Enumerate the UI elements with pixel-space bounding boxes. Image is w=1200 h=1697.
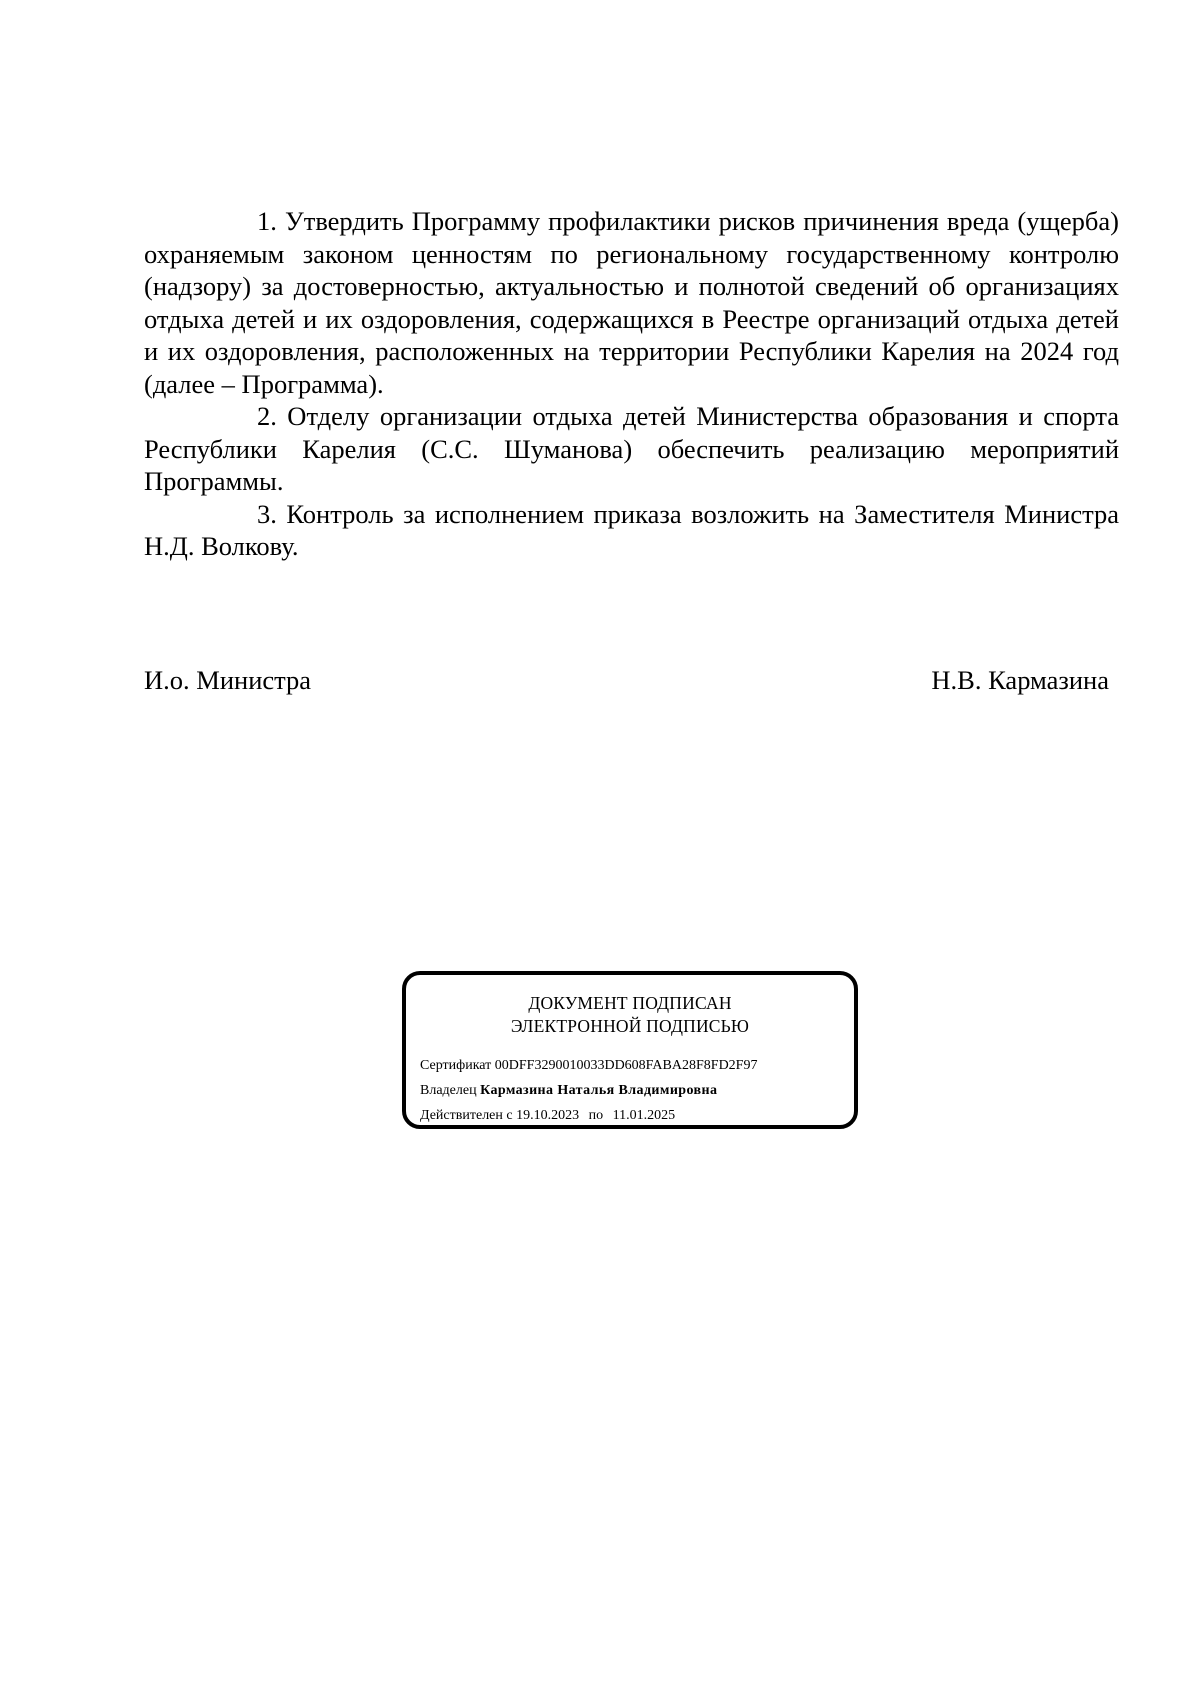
- stamp-title: [406, 992, 854, 1038]
- order-item-2: 2. Отделу организации отдыха детей Министерства образования и спорта Республики Карелия (С.С. Шуманова) обеспечить реализацию мероприятий Программы.: [144, 401, 1119, 496]
- order-body: [144, 205, 1119, 563]
- signer-position: И.о. Министра: [144, 665, 312, 695]
- stamp-owner-row: [420, 1082, 717, 1100]
- valid-from-date: 19.10.2023: [516, 1108, 580, 1123]
- certificate-value: 00DFF3290010033DD608FABA28F8FD2F97: [494, 1058, 758, 1073]
- order-item-3: 3. Контроль за исполнением приказа возложить на Заместителя Министра Н.Д. Волкову.: [144, 498, 1119, 561]
- electronic-signature-stamp: [402, 971, 858, 1129]
- valid-to-label: по: [588, 1108, 604, 1123]
- owner-label: Владелец: [420, 1083, 477, 1098]
- order-item-1: 1. Утвердить Программу профилактики рисков причинения вреда (ущерба) охраняемым законом ценностям по региональному государственному контролю (надзору) за достоверностью, актуальностью и полнотой сведений об организациях отдыха детей и их оздоровления, содержащихся в Реестре организаций отдыха детей и их оздоровления, расположенных на территории Республики Карелия на 2024 год (далее – Программа).: [144, 206, 1119, 399]
- certificate-label: Сертификат: [420, 1058, 492, 1073]
- signer-name: Н.В. Кармазина: [931, 665, 1109, 695]
- valid-to-date: 11.01.2025: [612, 1108, 676, 1123]
- stamp-validity-row: [420, 1107, 675, 1125]
- valid-label: Действителен: [420, 1108, 503, 1123]
- stamp-title-line-2: ЭЛЕКТРОННОЙ ПОДПИСЬЮ: [510, 1016, 750, 1036]
- owner-value: Кармазина Наталья Владимировна: [480, 1083, 718, 1098]
- stamp-certificate-row: [420, 1057, 757, 1075]
- stamp-title-line-1: ДОКУМЕНТ ПОДПИСАН: [528, 993, 732, 1013]
- valid-from-label: с: [506, 1108, 513, 1123]
